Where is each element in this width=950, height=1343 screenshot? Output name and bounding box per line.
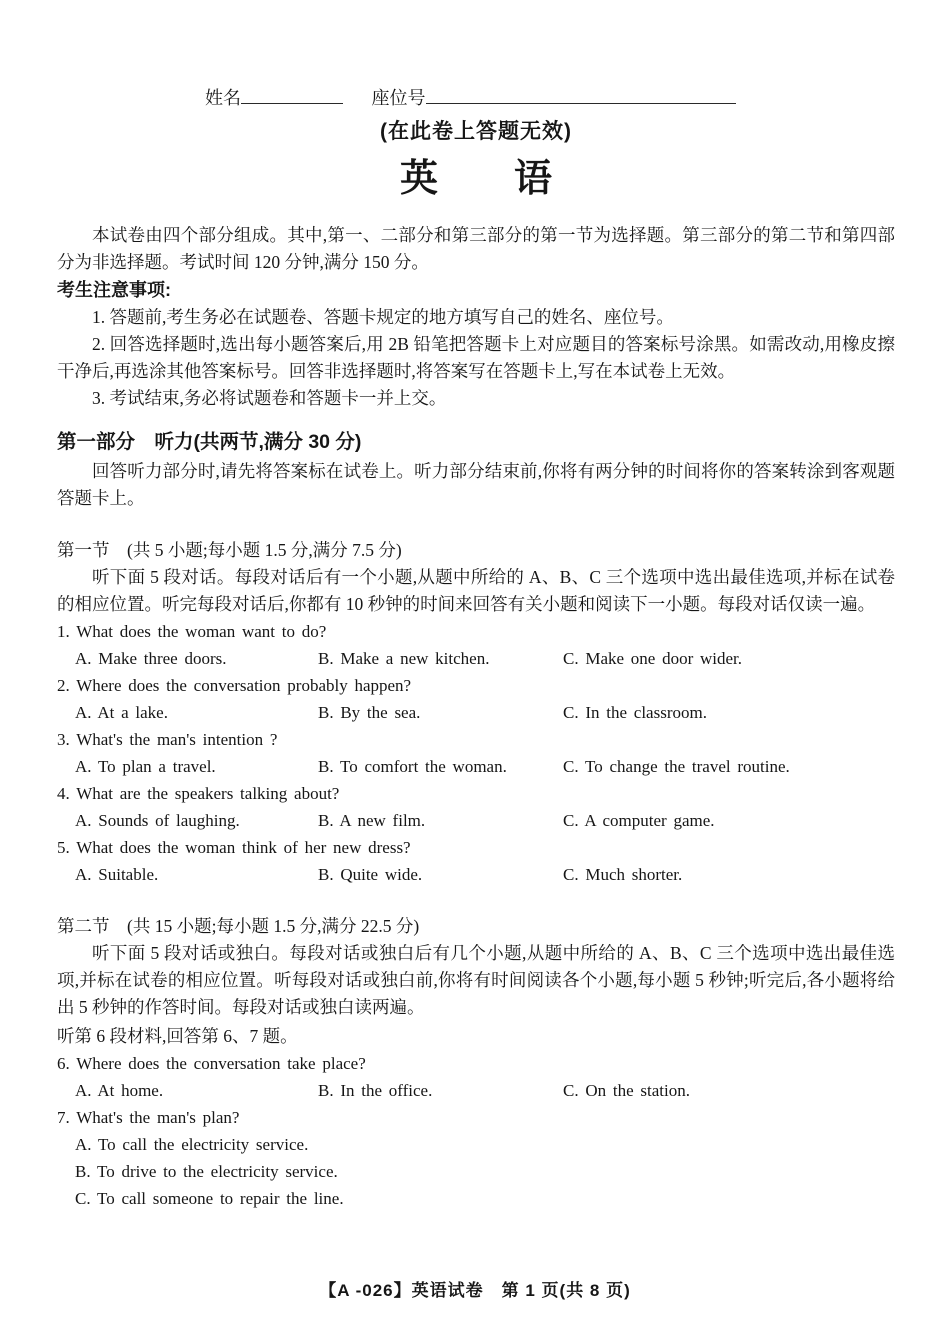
candidate-note-2: 2. 回答选择题时,选出每小题答案后,用 2B 铅笔把答题卡上对应题目的答案标号涂黑。如需改动,用橡皮擦干净后,再选涂其他答案标号。回答非选择题时,将答案写在答题卡上,写在本试卷上无效。: [57, 334, 895, 381]
option-c: C. On the station.: [563, 1081, 690, 1100]
seat-label: 座位号: [371, 88, 426, 108]
question-options: [57, 861, 895, 888]
option-c: C. Make one door wider.: [563, 649, 743, 668]
section1-intro: 听下面 5 段对话。每段对话后有一个小题,从题中所给的 A、B、C 三个选项中选出最佳选项,并标在试卷的相应位置。听完每段对话后,你都有 10 秒钟的时间来回答有关小题和阅读下一小题。每段对话仅读一遍。: [57, 567, 895, 614]
section1-heading: 第一节 (共 5 小题;每小题 1.5 分,满分 7.5 分): [57, 540, 402, 560]
option-b: B. In the office.: [318, 1081, 433, 1100]
candidate-note-3: 3. 考试结束,务必将试题卷和答题卡一并上交。: [92, 388, 447, 408]
question-options: [57, 1077, 895, 1104]
option-b: B. Make a new kitchen.: [318, 649, 490, 668]
question-text: 7. What's the man's plan?: [57, 1108, 240, 1127]
option-a: A. To plan a travel.: [75, 757, 216, 776]
option-b: B. To drive to the electricity service.: [75, 1162, 338, 1181]
section2-heading: 第二节 (共 15 小题;每小题 1.5 分,满分 22.5 分): [57, 916, 420, 936]
question-6: [57, 1050, 895, 1104]
question-7: [57, 1104, 895, 1212]
name-label: 姓名: [205, 88, 241, 108]
question-5: [57, 834, 895, 888]
question-options: [57, 645, 895, 672]
header-fill-line: [57, 86, 895, 110]
question-3: [57, 726, 895, 780]
option-a: A. Suitable.: [75, 865, 159, 884]
invalid-notice: (在此卷上答题无效): [380, 120, 572, 143]
option-c: C. Much shorter.: [563, 865, 683, 884]
candidate-note-1: 1. 答题前,考生务必在试题卷、答题卡规定的地方填写自己的姓名、座位号。: [92, 307, 674, 327]
candidate-notes-title: 考生注意事项:: [57, 280, 171, 300]
option-b: B. To comfort the woman.: [318, 757, 507, 776]
exam-title: 英 语: [399, 158, 552, 200]
seat-blank-underline: [426, 87, 736, 104]
page-footer: 【A -026】英语试卷 第 1 页(共 8 页): [319, 1281, 631, 1300]
question-text: 3. What's the man's intention ?: [57, 730, 278, 749]
question-1: [57, 618, 895, 672]
exam-intro-paragraph: 本试卷由四个部分组成。其中,第一、二部分和第三部分的第一节为选择题。第三部分的第二节和第四部分为非选择题。考试时间 120 分钟,满分 150 分。: [57, 225, 895, 272]
option-c: C. In the classroom.: [563, 703, 707, 722]
option-a: A. At home.: [75, 1081, 164, 1100]
question-text: 6. Where does the conversation take place?: [57, 1054, 366, 1073]
option-b: B. A new film.: [318, 811, 426, 830]
question-text: 5. What does the woman think of her new dress?: [57, 838, 411, 857]
section2-intro: 听下面 5 段对话或独白。每段对话或独白后有几个小题,从题中所给的 A、B、C 三个选项中选出最佳选项,并标在试卷的相应位置。听每段对话或独白前,你将有时间阅读各个小题,每小题 5 秒钟;听完后,各小题将给出 5 秒钟的作答时间。每段对话或独白读两遍。: [57, 943, 895, 1017]
name-blank-underline: [241, 87, 343, 104]
option-c: C. To change the travel routine.: [563, 757, 790, 776]
question-2: [57, 672, 895, 726]
question-4: [57, 780, 895, 834]
option-b: B. Quite wide.: [318, 865, 423, 884]
question-options: [57, 753, 895, 780]
question-options: [57, 807, 895, 834]
option-c: C. A computer game.: [563, 811, 715, 830]
material-note-6: 听第 6 段材料,回答第 6、7 题。: [57, 1026, 298, 1046]
option-c: C. To call someone to repair the line.: [75, 1189, 344, 1208]
question-options: [57, 699, 895, 726]
question-text: 4. What are the speakers talking about?: [57, 784, 340, 803]
question-text: 1. What does the woman want to do?: [57, 622, 327, 641]
option-a: A. Make three doors.: [75, 649, 227, 668]
option-a: A. To call the electricity service.: [75, 1135, 309, 1154]
question-text: 2. Where does the conversation probably happen?: [57, 676, 412, 695]
part1-heading: 第一部分 听力(共两节,满分 30 分): [57, 431, 362, 453]
option-a: A. Sounds of laughing.: [75, 811, 240, 830]
option-b: B. By the sea.: [318, 703, 421, 722]
option-a: A. At a lake.: [75, 703, 168, 722]
part1-intro: 回答听力部分时,请先将答案标在试卷上。听力部分结束前,你将有两分钟的时间将你的答案转涂到客观题答题卡上。: [57, 461, 895, 508]
